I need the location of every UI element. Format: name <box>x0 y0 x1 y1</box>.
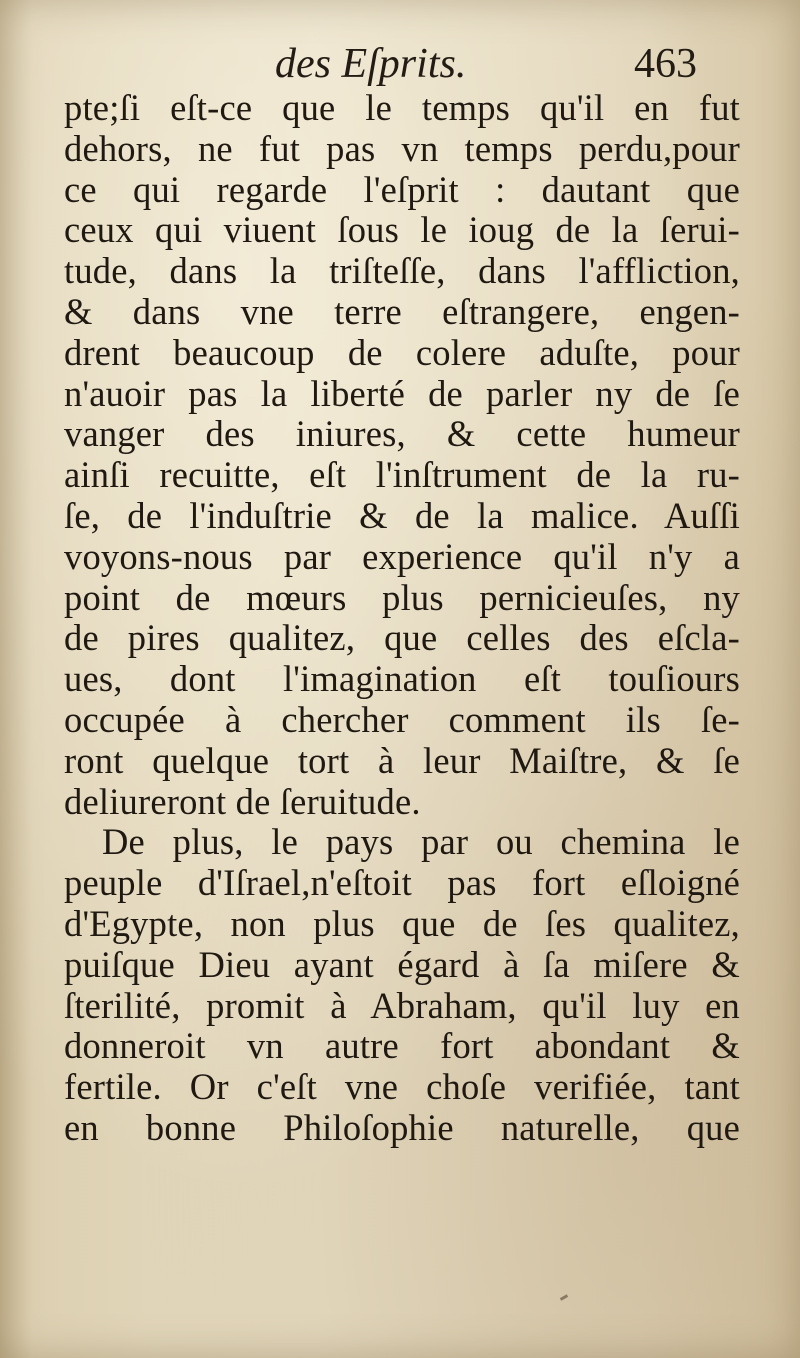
body-text <box>64 88 740 1149</box>
text-line: peuple d'Iſrael,n'eſtoit pas fort eſloigné <box>64 862 740 904</box>
text-line: vanger des iniures, & cette humeur <box>64 413 740 455</box>
text-line: ſe, de l'induſtrie & de la malice. Auſſi <box>64 494 740 536</box>
text-line: & dans vne terre eſtrangere, engen- <box>64 290 740 332</box>
text-line: point de mœurs plus pernicieuſes, ny <box>64 576 740 618</box>
text-line: d'Egypte, non plus que de ſes qualitez, <box>64 902 740 944</box>
text-line: pte;ſi eſt-ce que le temps qu'il en fut <box>64 87 740 128</box>
text-line: occupée à chercher comment ils ſe- <box>64 698 740 740</box>
page-number: 463 <box>634 41 697 87</box>
text-line: de pires qualitez, que celles des eſcla- <box>64 617 740 659</box>
text-line: en bonne Philoſophie naturelle, que <box>64 1106 740 1148</box>
text-line: tude, dans la triſteſſe, dans l'affliction, <box>64 250 740 292</box>
text-line: n'auoir pas la liberté de parler ny de ſe <box>64 372 740 414</box>
text-line: puiſque Dieu ayant égard à ſa miſere & <box>64 943 740 985</box>
text-line: dehors, ne fut pas vn temps perdu,pour <box>64 127 740 169</box>
text-line: fertile. Or c'eſt vne choſe verifiée, tant <box>64 1066 740 1108</box>
paragraph-end-line: deliureront de ſeruitude. <box>64 780 421 822</box>
text-line: ues, dont l'imagination eſt touſiours <box>64 658 740 700</box>
text-line: voyons-nous par experience qu'il n'y a <box>64 535 740 577</box>
paragraph-start-line: De plus, le pays par ou chemina le <box>102 821 740 863</box>
text-line: ce qui regarde l'eſprit : dautant que <box>64 168 740 210</box>
running-title: des Eſprits. <box>275 41 467 87</box>
ink-mark <box>560 1294 568 1301</box>
text-line: ront quelque tort à leur Maiſtre, & ſe <box>64 739 740 781</box>
text-line: ainſi recuitte, eſt l'inſtrument de la ru- <box>64 454 740 496</box>
text-line: donneroit vn autre fort abondant & <box>64 1025 740 1067</box>
text-line: ſterilité, promit à Abraham, qu'il luy en <box>64 984 740 1026</box>
text-line: drent beaucoup de colere aduſte, pour <box>64 331 740 373</box>
text-line: ceux qui viuent ſous le ioug de la ſerui- <box>64 209 740 251</box>
